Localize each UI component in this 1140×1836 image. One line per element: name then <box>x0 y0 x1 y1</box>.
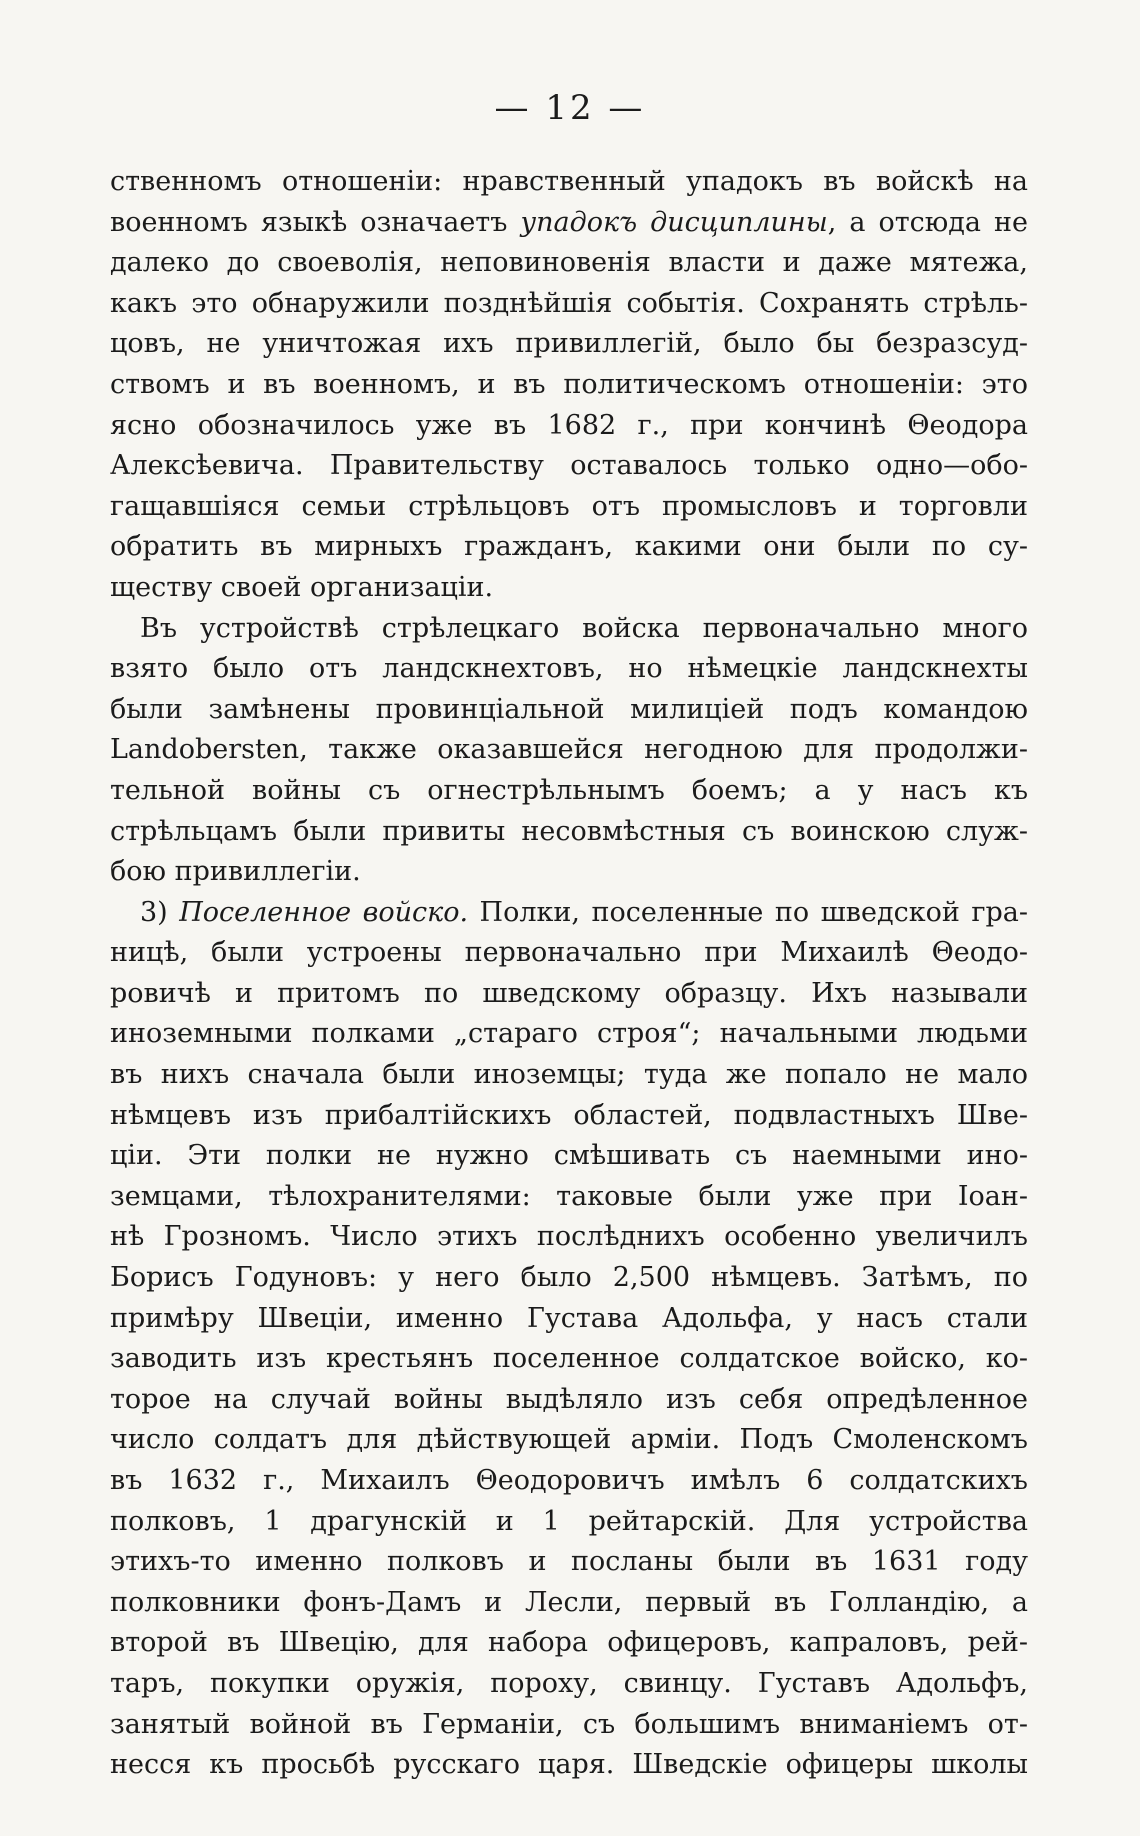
text-line: ственномъ отношеніи: нравственный упадокъ въ войскѣ на <box>110 166 1028 197</box>
body-text <box>110 162 1028 1786</box>
text-line: какъ это обнаружили позднѣйшія событія. Сохранять стрѣль- <box>110 287 1028 319</box>
text-line: заводить изъ крестьянъ поселенное солдатское войско, ко- <box>110 1343 1028 1375</box>
text-line: военномъ языкѣ означаетъ упадокъ дисциплины, а отсюда не <box>110 206 1028 238</box>
text-line: торое на случай войны выдѣляло изъ себя опредѣленное <box>110 1383 1028 1415</box>
text-line: обратить въ мирныхъ гражданъ, какими они были по су- <box>110 531 1028 563</box>
text-line: стрѣльцамъ были привиты несовмѣстныя съ воинскою служ- <box>110 815 1028 847</box>
text-line: гащавшіяся семьи стрѣльцовъ отъ промысловъ и торговли <box>110 490 1028 522</box>
text-line: ществу своей организаціи. <box>110 571 494 603</box>
text-line: второй въ Швецію, для набора офицеровъ, капраловъ, рей- <box>110 1627 1028 1659</box>
text-line: нѣ Грозномъ. Число этихъ послѣднихъ особенно увеличилъ <box>110 1221 1028 1253</box>
page-number: — 12 — <box>494 88 646 128</box>
text-line: Въ устройствѣ стрѣлецкаго войска первоначально много <box>140 612 1028 644</box>
text-line: въ 1632 г., Михаилъ Θеодоровичъ имѣлъ 6 солдатскихъ <box>110 1465 1028 1496</box>
text-line: тельной войны съ огнестрѣльнымъ боемъ; а у насъ къ <box>110 774 1028 806</box>
text-line: цовъ, не уничтожая ихъ привиллегій, было бы безразсуд- <box>110 328 1028 360</box>
text-line: Landobersten, также оказавшейся негодною для продолжи- <box>110 734 1028 766</box>
text-line: ціи. Эти полки не нужно смѣшивать съ наемными ино- <box>110 1140 1028 1172</box>
text-line: 3) Поселенное войско. Полки, поселенные по шведской гра- <box>140 896 1028 928</box>
text-line: этихъ-то именно полковъ и посланы были въ 1631 году <box>110 1546 1028 1578</box>
text-line: таръ, покупки оружія, пороху, свинцу. Густавъ Адольфъ, <box>110 1667 1028 1699</box>
text-line: иноземными полками „стараго строя“; начальными людьми <box>110 1018 1028 1050</box>
text-line: Алексѣевича. Правительству оставалось только одно—обо- <box>110 450 1028 482</box>
italic-phrase: упадокъ дисциплины <box>520 206 828 238</box>
text-line: примѣру Швеціи, именно Густава Адольфа, у насъ стали <box>110 1302 1028 1334</box>
text-line: далеко до своеволія, неповиновенія власти и даже мятежа, <box>110 247 1028 279</box>
text-line: Борисъ Годуновъ: у него было 2,500 нѣмцевъ. Затѣмъ, по <box>110 1262 1028 1294</box>
text-line: полковъ, 1 драгунскій и 1 рейтарскій. Для устройства <box>110 1505 1028 1537</box>
text-line: земцами, тѣлохранителями: таковые были уже при Іоан- <box>110 1180 1028 1212</box>
text-line: нѣмцевъ изъ прибалтійскихъ областей, подвластныхъ Шве- <box>110 1099 1028 1131</box>
italic-phrase: Поселенное войско. <box>179 896 469 928</box>
text-line: ницѣ, были устроены первоначально при Михаилѣ Θеодо- <box>110 937 1028 969</box>
text-line: несся къ просьбѣ русскаго царя. Шведскіе офицеры школы <box>110 1749 1028 1781</box>
text-line: ровичѣ и притомъ по шведскому образцу. Ихъ называли <box>110 977 1028 1009</box>
text-line: взято было отъ ландскнехтовъ, но нѣмецкіе ландскнехты <box>110 653 1028 685</box>
text-line: занятый войной въ Германіи, съ большимъ вниманіемъ от- <box>110 1708 1028 1740</box>
text-line: полковники фонъ-Дамъ и Лесли, первый въ Голландію, а <box>110 1586 1028 1618</box>
text-line: число солдатъ для дѣйствующей арміи. Подъ Смоленскомъ <box>110 1424 1028 1456</box>
text-line: въ нихъ сначала были иноземцы; туда же попало не мало <box>110 1059 1028 1091</box>
text-line: ствомъ и въ военномъ, и въ политическомъ отношеніи: это <box>110 368 1028 400</box>
text-line: ясно обозначилось уже въ 1682 г., при кончинѣ Θеодора <box>110 409 1028 441</box>
text-line: бою привиллегіи. <box>110 856 361 888</box>
text-line: были замѣнены провинціальной милиціей подъ командою <box>110 693 1028 725</box>
